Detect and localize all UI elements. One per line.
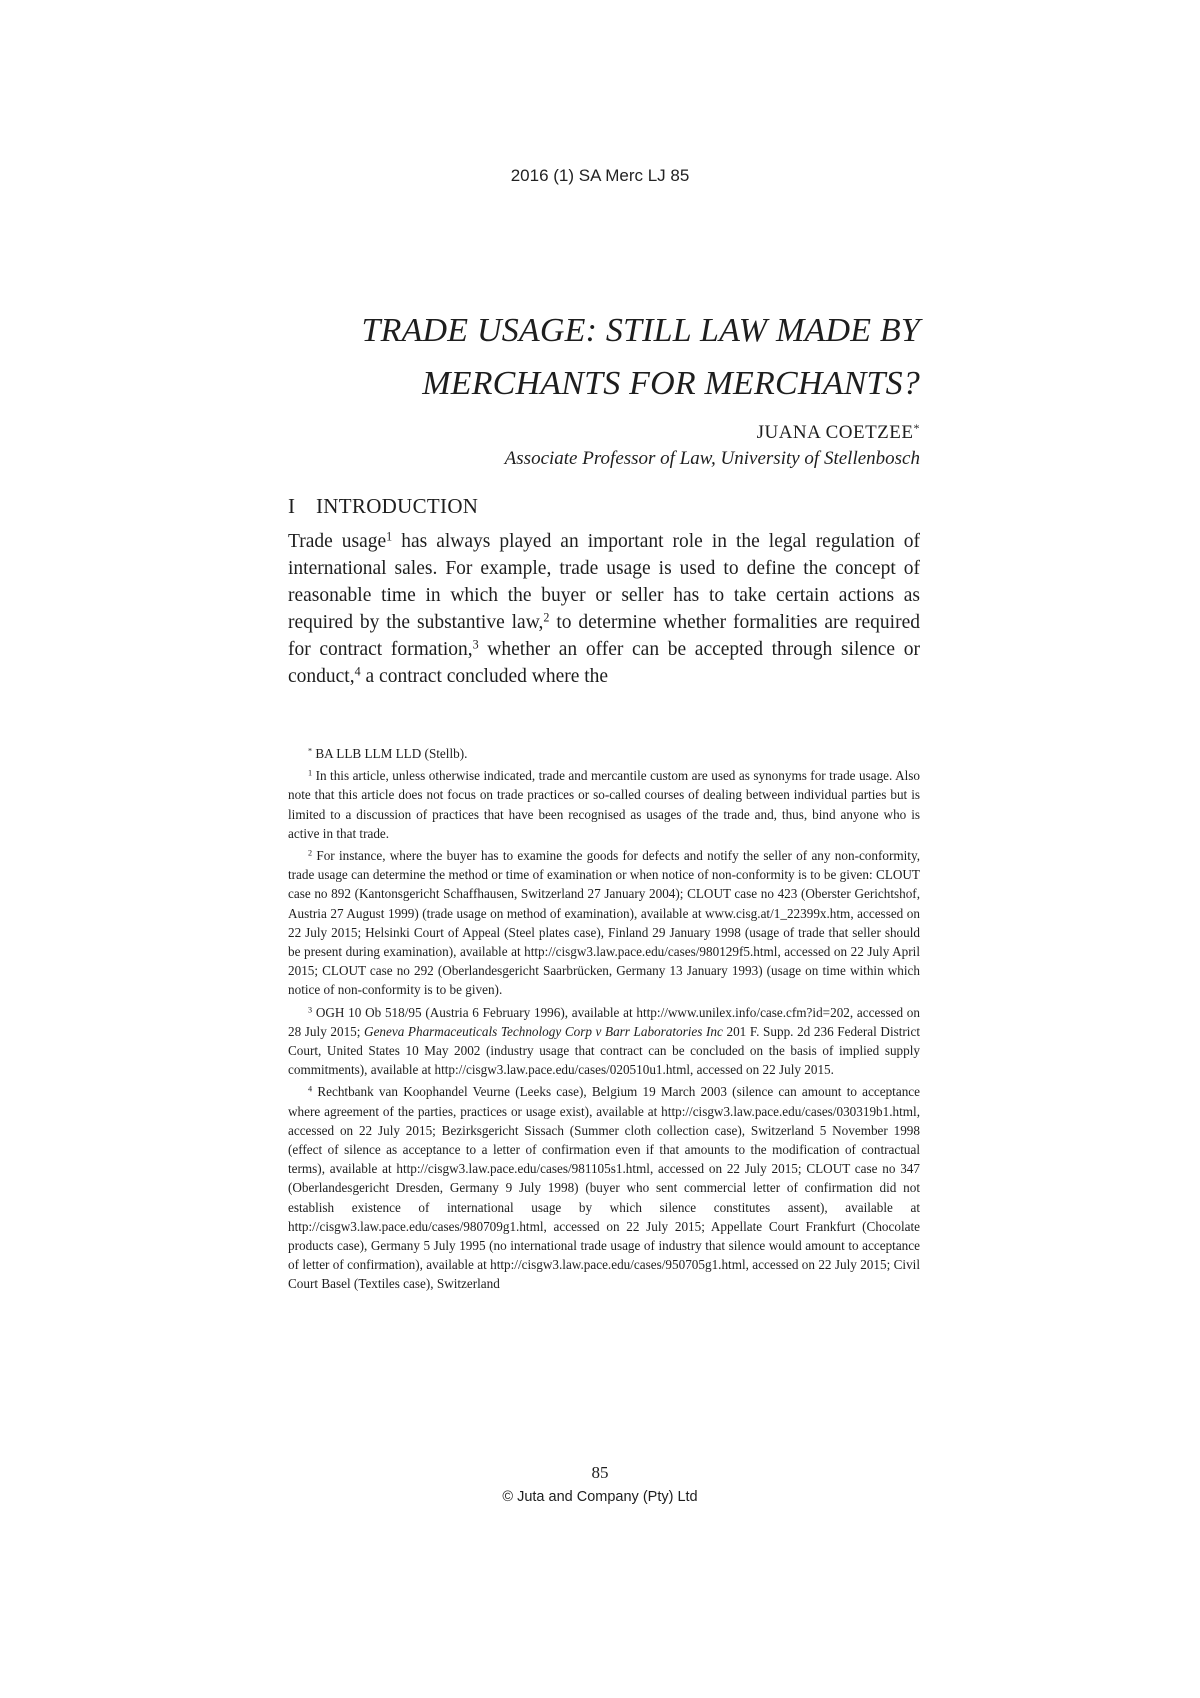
article-title-line-2: MERCHANTS FOR MERCHANTS? (422, 365, 920, 402)
footnote-mark: 3 (308, 1005, 313, 1015)
footnote-3 (288, 1003, 920, 1080)
footnote-mark: 1 (308, 768, 313, 778)
footnote-4 (288, 1082, 920, 1293)
section-title: INTRODUCTION (316, 494, 479, 518)
footnote-case-name: Geneva Pharmaceuticals Technology Corp v Barr Laboratories Inc (364, 1023, 723, 1039)
author-name (240, 415, 920, 446)
footnote-text: In this article, unless otherwise indicated, trade and mercantile custom are used as synonyms for trade usage. Also note that this article does not focus on trade practices or so-called courses of dealing between individual parties but is limited to a discussion of practices that have been recognised as usages of the trade and, thus, bind anyone who is active in that trade. (288, 768, 920, 841)
footnote-mark: * (308, 746, 313, 756)
footnote-2 (288, 846, 920, 1000)
footnote-ref-3: 3 (472, 637, 479, 652)
footnote-mark: 4 (308, 1084, 313, 1094)
footnote-ref-4: 4 (354, 664, 361, 679)
copyright-notice: © Juta and Company (Pty) Ltd (502, 1489, 698, 1505)
footnote-text: OGH 10 Ob 518/95 (Austria 6 February 1996), available at http://www.unilex.info/case.cfm?id=202, accessed on 28 July 2015; (288, 1004, 920, 1039)
footnote-mark: 2 (308, 848, 313, 858)
author-footnote-mark: * (913, 421, 920, 435)
body-text-segment: a contract concluded where the (360, 666, 609, 687)
footnote-ref-1: 1 (386, 529, 393, 544)
body-text-segment: Trade usage (288, 531, 387, 552)
footnote-ref-2: 2 (543, 610, 550, 625)
footnote-text: 201 F. Supp. 2d 236 Federal District Court, United States 10 May 2002 (industry usage that contract can be concluded on the basis of implied supply commitments), available at http://cisgw3.law.pace.edu/cases/020510u1.html, accessed on 22 July 2015. (288, 1023, 920, 1078)
journal-citation-header: 2016 (1) SA Merc LJ 85 (510, 166, 690, 185)
body-text-segment: has always played an important role in the legal regulation of international sales. For example, trade usage is used to define the concept of reasonable time in which the buyer or seller has to take certain actions as required by the substantive law, (288, 531, 920, 633)
footnote-1 (288, 766, 920, 843)
body-paragraph (288, 528, 920, 690)
footnote-text: For instance, where the buyer has to examine the goods for defects and notify the seller of any non-conformity, trade usage can determine the method or time of examination or when notice of non-conformity is to be given: CLOUT case no 892 (Kantonsgericht Schaffhausen, Switzerland 27 January 2004); CLOUT case no 423 (Oberster Gerichtshof, Austria 27 August 1999) (trade usage on method of examination), available at www.cisg.at/1_22399x.htm, accessed on 22 July 2015; Helsinki Court of Appeal (Steel plates case), Finland 29 January 1998 (usage of trade that seller should be present during examination), available at http://cisgw3.law.pace.edu/cases/980129f5.html, accessed on 22 July April 2015; CLOUT case no 292 (Oberlandesgericht Saarbrücken, Germany 13 January 1993) (usage on time within which notice of non-conformity is to be given). (288, 848, 920, 998)
body-text-segment: to determine whether formalities are required for contract formation, (288, 612, 920, 660)
author-affiliation: Associate Professor of Law, University of Stellenbosch (504, 448, 920, 469)
footnote-text: BA LLB LLM LLD (Stellb). (312, 746, 468, 761)
article-title-block (240, 304, 920, 472)
section-number: I (288, 494, 296, 518)
section-heading (288, 494, 478, 519)
author-name-text: JUANA COETZEE (756, 422, 914, 443)
page-number: 85 (591, 1463, 609, 1482)
footnote-author (288, 744, 920, 763)
footnotes-section (288, 744, 920, 1297)
footnote-text: Rechtbank van Koophandel Veurne (Leeks case), Belgium 19 March 2003 (silence can amount to acceptance where agreement of the parties, practices or usage exist), available at http://cisgw3.law.pace.edu/cases/030319b1.html, accessed on 22 July 2015; Bezirksgericht Sissach (Summer cloth collection case), Switzerland 5 November 1998 (effect of silence as acceptance to a letter of confirmation even if that amounts to the modification of contractual terms), available at http://cisgw3.law.pace.edu/cases/981105s1.html, accessed on 22 July 2015; CLOUT case no 347 (Oberlandesgericht Dresden, Germany 9 July 1998) (buyer who sent commercial letter of confirmation did not establish existence of international usage by which silence constitutes assent), available at http://cisgw3.law.pace.edu/cases/980709g1.html, accessed on 22 July 2015; Appellate Court Frankfurt (Chocolate products case), Germany 5 July 1995 (no international trade usage of industry that silence would amount to acceptance of letter of confirmation), available at http://cisgw3.law.pace.edu/cases/950705g1.html, accessed on 22 July 2015; Civil Court Basel (Textiles case), Switzerland (288, 1084, 920, 1292)
article-title-line-1: TRADE USAGE: STILL LAW MADE BY (361, 312, 920, 349)
body-text-segment: whether an offer can be accepted through silence or conduct, (288, 639, 920, 687)
